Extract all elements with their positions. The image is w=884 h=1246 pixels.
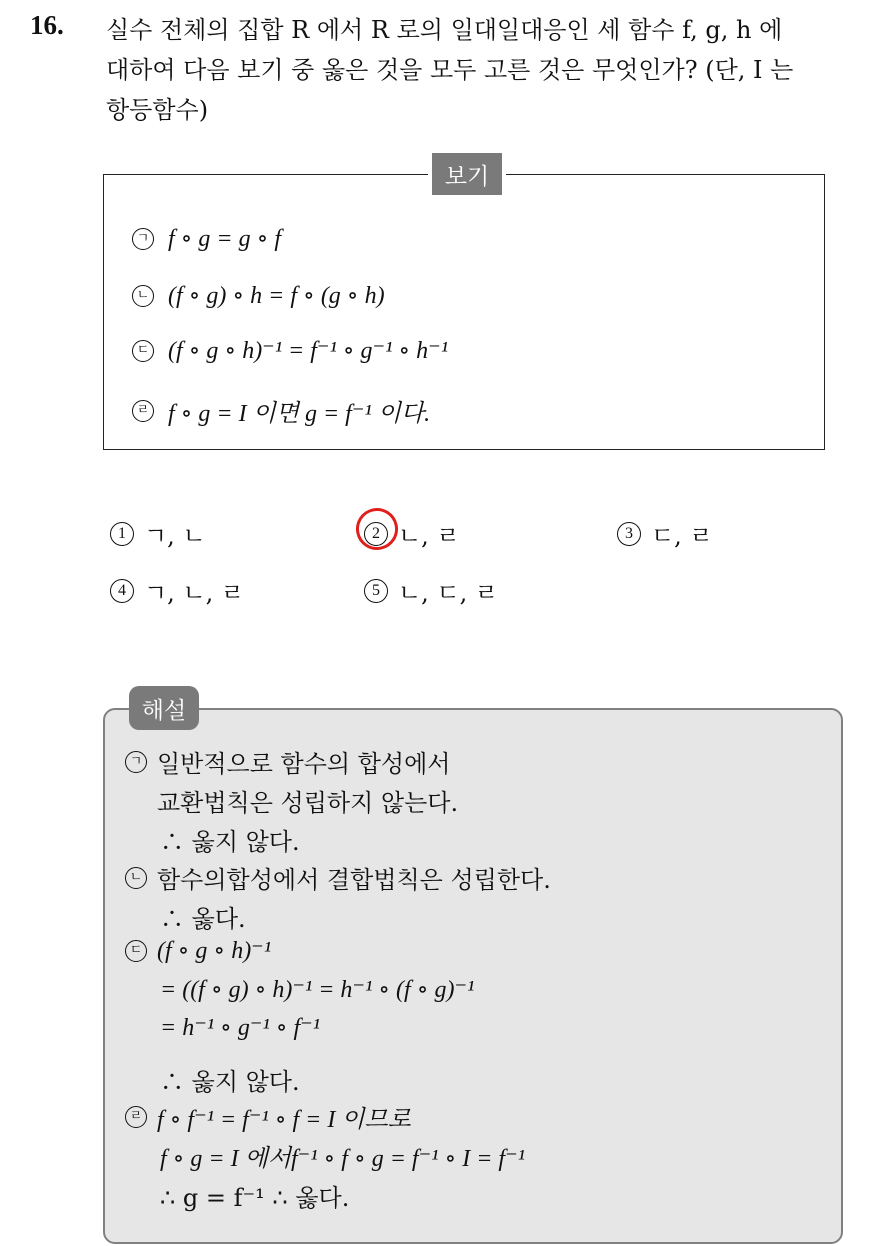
example-item-text: (f ∘ g ∘ h)⁻¹ = f⁻¹ ∘ g⁻¹ ∘ h⁻¹ [168,338,449,364]
solution-line [160,1013,320,1042]
example-item [132,393,430,428]
choice-text: ㄴ, ㄷ, ㄹ [398,579,499,607]
solution-line [160,1062,300,1097]
choice-5[interactable] [364,573,498,608]
solution-label: 해설 [129,686,199,730]
question-line: 실수 전체의 집합 R 에서 R 로의 일대일대응인 세 함수 f, g, h 에 [106,16,783,44]
example-box-label: 보기 [428,153,506,195]
choice-text: ㄷ, ㄹ [651,522,713,550]
solution-line [125,744,450,779]
solution-line [157,783,458,818]
solution-text: = ((f ∘ g) ∘ h)⁻¹ = h⁻¹ ∘ (f ∘ g)⁻¹ [160,977,475,1003]
solution-text: (f ∘ g ∘ h)⁻¹ [157,938,272,964]
question-line: 항등함수) [106,96,209,124]
choice-text: ㄱ, ㄴ [144,522,206,550]
solution-text: 교환법칙은 성립하지 않는다. [157,789,459,817]
example-item-marker: ㄴ [132,285,154,307]
solution-text: ∴ 옳다. [160,905,246,933]
solution-marker: ㄴ [125,867,147,889]
question-line: 대하여 다음 보기 중 옳은 것을 모두 고른 것은 무엇인가? (단, I 는 [106,56,794,84]
choice-number: 2 [364,522,388,546]
choice-1[interactable] [110,516,206,551]
example-item-text: f ∘ g = I 이면 g = f⁻¹ 이다. [168,401,431,427]
solution-marker: ㄹ [125,1106,147,1128]
question-number: 16. [30,10,64,40]
example-item [132,336,448,365]
choice-text: ㄴ, ㄹ [398,522,460,550]
solution-text: = h⁻¹ ∘ g⁻¹ ∘ f⁻¹ [160,1015,320,1041]
example-item-marker: ㄹ [132,400,154,422]
choice-text: ㄱ, ㄴ, ㄹ [144,579,245,607]
solution-marker: ㄱ [125,751,147,773]
example-item-text: (f ∘ g) ∘ h = f ∘ (g ∘ h) [168,283,385,309]
solution-line [125,1099,411,1134]
choice-2[interactable] [364,516,460,551]
example-item-marker: ㄱ [132,228,154,250]
solution-text: ∴ 옳지 않다. [160,828,300,856]
solution-text: ∴ 옳지 않다. [160,1068,300,1096]
choice-3[interactable] [617,516,713,551]
example-item-marker: ㄷ [132,340,154,362]
choice-number: 4 [110,579,134,603]
solution-marker: ㄷ [125,940,147,962]
solution-text: 일반적으로 함수의 합성에서 [157,750,451,778]
example-item-text: f ∘ g = g ∘ f [168,226,282,252]
choice-number: 1 [110,522,134,546]
solution-text: f ∘ f⁻¹ = f⁻¹ ∘ f = I 이므로 [157,1107,411,1133]
solution-text: f ∘ g = I 에서f⁻¹ ∘ f ∘ g = f⁻¹ ∘ I = f⁻¹ [160,1146,525,1172]
choice-number: 3 [617,522,641,546]
solution-text: 함수의합성에서 결합법칙은 성립한다. [157,866,551,894]
example-item [132,281,385,310]
choice-4[interactable] [110,573,244,608]
choice-number: 5 [364,579,388,603]
solution-line [160,975,474,1004]
question-text [106,10,866,130]
solution-line [160,1138,525,1173]
solution-line [160,822,300,857]
solution-text: ∴ g = f⁻¹ ∴ 옳다. [160,1184,350,1212]
solution-line [160,1178,349,1213]
solution-line [125,860,551,895]
solution-line [160,899,246,934]
example-item [132,224,281,253]
solution-line [125,936,271,965]
